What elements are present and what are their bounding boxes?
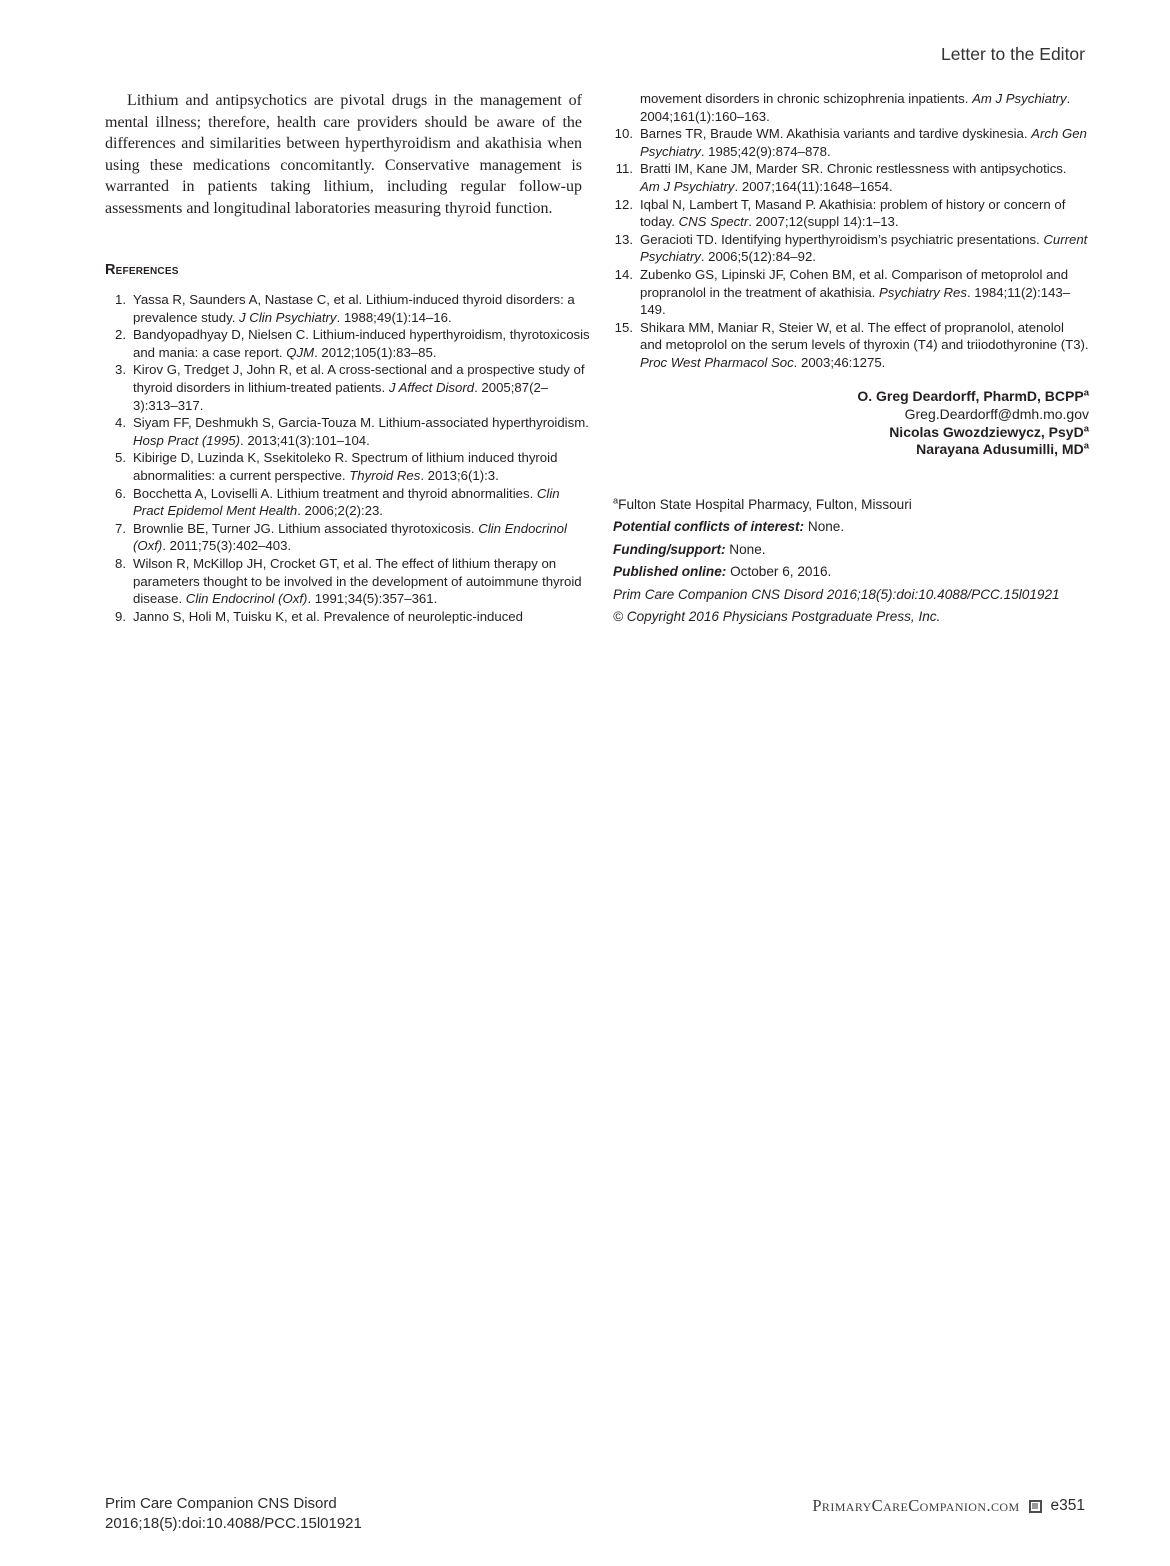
footer-site-url: PrimaryCareCompanion.com [812,1496,1020,1515]
reference-item [610,319,1089,372]
reference-item [105,326,592,361]
reference-item [105,291,592,326]
reference-text: Barnes TR, Braude WM. Akathisia variants and tardive dyskinesia. Arch Gen Psychiatry. 1985;42(9):874–878. [640,126,1087,159]
reference-number: 13. [614,231,633,247]
reference-number: 11. [615,161,633,177]
reference-number: 2. [115,327,126,343]
reference-text: Brownlie BE, Turner JG. Lithium associated thyrotoxicosis. Clin Endocrinol (Oxf). 2011;75(3):402–403. [133,520,567,554]
reference-item [610,231,1089,266]
footer-page-number: e351 [1050,1497,1085,1514]
footer-site-info [812,1496,1085,1516]
reference-item [610,160,1089,195]
reference-item [105,520,592,555]
footnote-line: Published online: October 6, 2016. [613,564,832,580]
reference-item [610,266,1089,319]
reference-text: Geracioti TD. Identifying hyperthyroidism’s psychiatric presentations. Current Psychiatry. 2006;5(12):84–92. [640,231,1088,265]
reference-text: Wilson R, McKillop JH, Crocket GT, et al. The effect of lithium therapy on parameters thought to be involved in the development of autoimmune thyroid disease. Clin Endocrinol (Oxf). 1991;34(5):357–361. [133,555,582,607]
reference-text: Bandyopadhyay D, Nielsen C. Lithium-induced hyperthyroidism, thyrotoxicosis and mania: a case report. QJM. 2012;105(1):83–85. [133,327,590,360]
references-heading: References [105,262,179,278]
reference-number: 3. [115,362,126,378]
reference-number: 6. [115,485,126,501]
author-line: Nicolas Gwozdziewycz, PsyD$^a$ [889,422,1089,440]
reference-text: Bocchetta A, Loviselli A. Lithium treatment and thyroid abnormalities. Clin Pract Epidemol Ment Health. 2006;2(2):23. [133,485,560,519]
reference-item [610,196,1089,231]
reference-item [105,361,592,414]
footnote-block [613,494,1091,628]
footnote-line: © Copyright 2016 Physicians Postgraduate Press, Inc. [613,609,941,625]
reference-text: Kibirige D, Luzinda K, Ssekitoleko R. Spectrum of lithium induced thyroid abnormalities: a current perspective. Thyroid Res. 2013;6(1):3. [133,450,558,483]
reference-number: 4. [115,415,126,431]
author-line: O. Greg Deardorff, PharmD, BCPP$^a$ [857,387,1089,404]
footnote-line: $^a$Fulton State Hospital Pharmacy, Fulton, Missouri [613,495,912,512]
reference-item [105,414,592,449]
reference-text: Iqbal N, Lambert T, Masand P. Akathisia: problem of history or concern of today. CNS Spectr. 2007;12(suppl 14):1–13. [640,196,1066,230]
reference-item [105,485,592,520]
reference-number: 9. [115,608,126,624]
reference-item [105,608,592,626]
section-header: Letter to the Editor [941,44,1085,64]
author-block [610,388,1089,459]
footer-journal-info [105,1494,362,1533]
author-line: Narayana Adusumilli, $MD^a$ [916,440,1089,458]
reference-number: 1. [115,292,126,307]
reference-number: 5. [115,450,126,466]
reference-number: 12. [614,196,633,212]
reference-text: Shikara MM, Maniar R, Steier W, et al. The effect of propranolol, atenolol and metoprolol on the serum levels of thyroxin (T4) and triiodothyronine (T3). Proc West Pharmacol Soc. 2003;46:1275. [640,319,1089,370]
reference-number: 8. [115,555,126,571]
footer-journal-title: Prim Care Companion CNS Disord [105,1495,337,1512]
footnote-line: Prim Care Companion CNS Disord 2016;18(5):doi:10.4088/PCC.15l01921 [613,586,1060,602]
reference-number: 10. [614,126,633,142]
references-list-left [105,291,592,625]
reference-number: 7. [115,520,126,536]
footnote-line: Funding/support: None. [613,541,766,557]
author-line: Greg.Deardorff@dmh.mo.gov [904,405,1089,422]
footer-journal-doi: 2016;18(5):doi:10.4088/PCC.15l01921 [105,1514,362,1532]
footnote-line: Potential conflicts of interest: None. [613,519,845,535]
intro-paragraph: Lithium and antipsychotics are pivotal drugs in the management of mental illness; therefore, health care providers should be aware of the differences and similarities between hyperthyroidism and akathisia when using these medications concomitantly. Conservative management is warranted in patients taking lithium, including regular follow-up assessments and longitudinal laboratories measuring thyroid function. [105,92,582,217]
references-list-right [610,90,1089,372]
reference-number [610,90,640,125]
reference-text: Kirov G, Tredget J, John R, et al. A cross-sectional and a prospective study of thyroid disorders in lithium-treated patients. J Affect Disord. 2005;87(2–3):313–317. [133,362,585,413]
reference-item [105,555,592,608]
reference-text: Zubenko GS, Lipinski JF, Cohen BM, et al. Comparison of metoprolol and propranolol in the treatment of akathisia. Psychiatry Res. 1984;11(2):143–149. [640,266,1071,318]
reference-number: 14. [614,266,633,282]
page-marker-icon [1029,1500,1042,1513]
reference-text: Bratti IM, Kane JM, Marder SR. Chronic restlessness with antipsychotics. Am J Psychiatry. 2007;164(11):1648–1654. [640,161,1067,194]
reference-item [610,90,1089,125]
reference-text: Janno S, Holi M, Tuisku K, et al. Prevalence of neuroleptic-induced [133,608,523,624]
reference-text: Siyam FF, Deshmukh S, Garcia-Touza M. Lithium-associated hyperthyroidism. Hosp Pract (1995). 2013;41(3):101–104. [133,415,589,448]
reference-text: movement disorders in chronic schizophrenia inpatients. Am J Psychiatry. 2004;161(1):160–163. [640,91,1071,124]
reference-number: 15. [614,319,633,335]
reference-text: Yassa R, Saunders A, Nastase C, et al. Lithium-induced thyroid disorders: a prevalence study. J Clin Psychiatry. 1988;49(1):14–16. [133,292,575,325]
reference-item [610,125,1089,160]
reference-item [105,449,592,484]
